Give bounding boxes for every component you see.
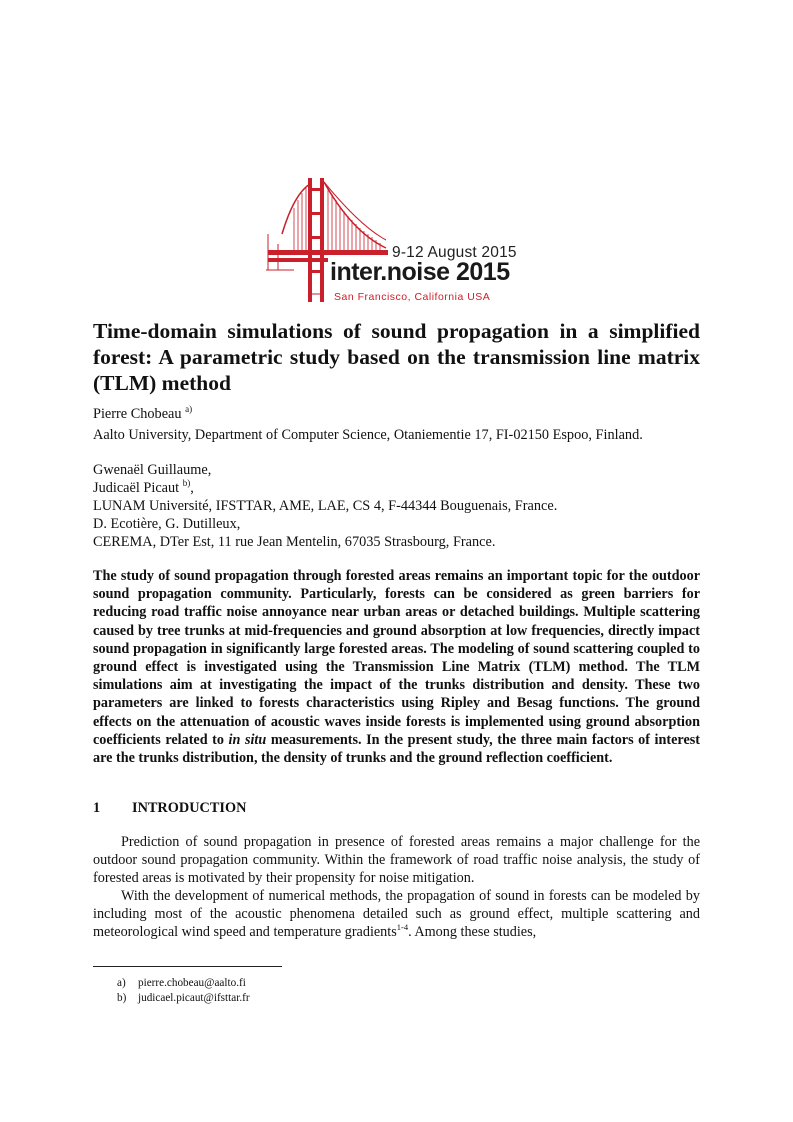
abstract-italic: in situ: [228, 731, 267, 748]
reference-superscript: 1-4: [396, 922, 409, 933]
abstract-text: The study of sound propagation through forested areas remains an important topic for the outdoor sound propagation community. Particularly, forests can be considered as green barriers for reducing road traffic noise annoyance near urban areas or detached buildings. Multiple scattering caused by tree trunks at mid-frequencies and ground absorption at low frequencies, directly impact sound propagation in significantly large forested areas. The modeling of sound scattering coupled to ground effect is investigated using the Transmission Line Matrix (TLM) method. The TLM simulations aim at investigating the impact of the trunks distribution and density. These two parameters are linked to forests characteristics using Ripley and Besag functions. The ground effects on the attenuation of acoustic waves inside forests is implemented using ground absorption coefficients related to: [93, 568, 700, 748]
footnote-label: a): [117, 977, 126, 989]
footnote-email: pierre.chobeau@aalto.fi: [138, 977, 246, 989]
abstract-text-end: measurements. In the present study, the three main factors of interest are the trunks distribution, the density of trunks and the ground reflection coefficient.: [93, 731, 700, 767]
author-3: [93, 479, 713, 497]
footnote-b: [117, 991, 250, 1005]
author-name: Judicaël Picaut: [93, 480, 180, 496]
conference-logo: [264, 174, 534, 306]
footnote-label: b): [117, 992, 127, 1004]
author-2: Gwenaël Guillaume,: [93, 462, 212, 478]
paragraph-1: Prediction of sound propagation in presence of forested areas remains a major challenge for the outdoor sound propagation community. Within the framework of road traffic noise analysis, the study of forested areas is motivated by their propensity for noise mitigation.: [93, 834, 700, 887]
conference-name: inter.noise 2015: [330, 258, 510, 286]
footnote-email: judicael.picaut@ifsttar.fr: [138, 992, 250, 1004]
authors-4: D. Ecotière, G. Dutilleux,: [93, 516, 241, 532]
paper-title: Time-domain simulations of sound propagation in a simplified forest: A parametric study based on the transmission line matrix (TLM) method: [93, 319, 700, 395]
footnote-a: [117, 976, 246, 990]
author-name: Pierre Chobeau: [93, 406, 182, 422]
section-heading: [93, 800, 246, 817]
author-footnote-mark: b): [182, 478, 191, 488]
author-separator: ,: [190, 480, 194, 496]
footnote-divider: [93, 966, 282, 967]
author-footnote-mark: a): [185, 404, 193, 414]
paragraph-text: With the development of numerical methods, the propagation of sound in forests can be modeled by including most of the acoustic phenomena detailed such as ground effect, multiple scattering and meteorological wind speed and temperature gradients: [93, 888, 700, 941]
affiliation-3: CEREMA, DTer Est, 11 rue Jean Mentelin, 67035 Strasbourg, France.: [93, 534, 496, 550]
affiliation-1: Aalto University, Department of Computer Science, Otaniementie 17, FI-02150 Espoo, Finland.: [93, 427, 643, 443]
paragraph-text-end: . Among these studies,: [408, 924, 537, 941]
author-1: [93, 405, 713, 423]
conference-location: San Francisco, California USA: [334, 291, 491, 303]
conference-date: 9-12 August 2015: [392, 244, 517, 261]
abstract: [93, 567, 700, 767]
paragraph-2: [93, 887, 700, 942]
affiliation-2: LUNAM Université, IFSTTAR, AME, LAE, CS 4, F-44344 Bouguenais, France.: [93, 498, 558, 514]
section-title: INTRODUCTION: [132, 800, 247, 816]
section-number: 1: [93, 800, 101, 816]
